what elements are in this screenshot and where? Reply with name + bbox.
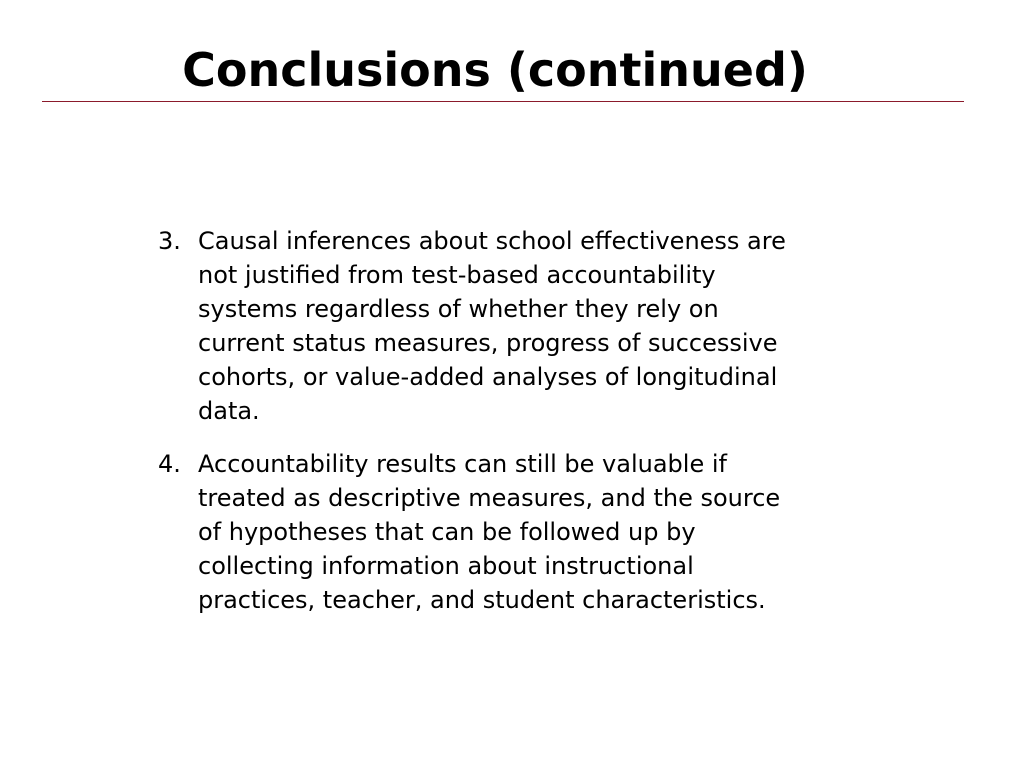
list-item-text-line: treated as descriptive measures, and the source [198, 484, 781, 512]
list-item-text-line: not justified from test-based accountability [198, 261, 716, 289]
list-item-text-line: Accountability results can still be valuable if [198, 450, 727, 478]
list-item-number: 3. [158, 227, 181, 255]
slide-title: Conclusions (continued) [182, 43, 808, 97]
list-item-text-line: collecting information about instructional [198, 552, 694, 580]
list-item-3 [158, 224, 918, 428]
list-item-text-line: cohorts, or value-added analyses of longitudinal [198, 363, 778, 391]
list-item-text-line: practices, teacher, and student characteristics. [198, 586, 766, 614]
list-item-text-line: of hypotheses that can be followed up by [198, 518, 696, 546]
list-item-4 [158, 447, 918, 617]
list-item-text-line: systems regardless of whether they rely on [198, 295, 719, 323]
list-item-text-line: Causal inferences about school effectiveness are [198, 227, 786, 255]
list-item-text-line: current status measures, progress of successive [198, 329, 778, 357]
list-item-number: 4. [158, 450, 181, 478]
title-underline [42, 101, 964, 102]
conclusions-list [158, 224, 918, 636]
list-item-text-line: data. [198, 397, 260, 425]
